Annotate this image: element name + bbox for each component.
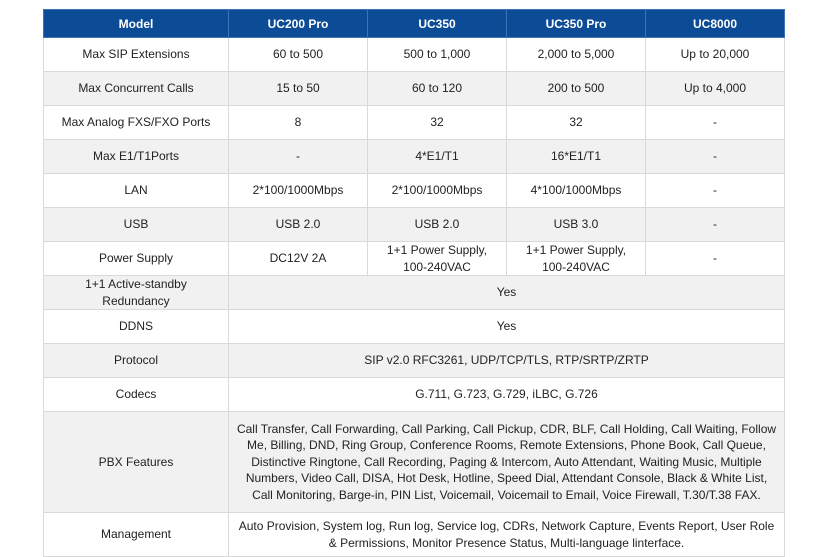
row-label: Protocol: [44, 344, 229, 378]
spanned-cell: Yes: [229, 310, 785, 344]
table-cell: 1+1 Power Supply, 100-240VAC: [507, 242, 646, 276]
table-row: [44, 378, 785, 412]
table-cell: 60 to 120: [368, 72, 507, 106]
table-cell: 4*E1/T1: [368, 140, 507, 174]
header-uc350-pro: UC350 Pro: [507, 10, 646, 38]
table-cell: 2*100/1000Mbps: [229, 174, 368, 208]
table-cell: 1+1 Power Supply, 100-240VAC: [368, 242, 507, 276]
table-row: [44, 242, 785, 276]
table-cell: 32: [368, 106, 507, 140]
table-cell: 200 to 500: [507, 72, 646, 106]
table-row: [44, 276, 785, 310]
row-label: 1+1 Active-standby Redundancy: [44, 276, 229, 310]
table-cell: 60 to 500: [229, 38, 368, 72]
row-label: Max Concurrent Calls: [44, 72, 229, 106]
model-comparison-table: [43, 9, 785, 557]
table-row: [44, 106, 785, 140]
table-cell: 32: [507, 106, 646, 140]
table-row: [44, 38, 785, 72]
table-row: [44, 344, 785, 378]
table-cell: -: [646, 208, 785, 242]
table-cell: Up to 4,000: [646, 72, 785, 106]
table-cell: 15 to 50: [229, 72, 368, 106]
row-label: Codecs: [44, 378, 229, 412]
row-label: DDNS: [44, 310, 229, 344]
row-label: PBX Features: [44, 412, 229, 513]
table-cell: -: [646, 106, 785, 140]
table-cell: -: [229, 140, 368, 174]
row-label: Max Analog FXS/FXO Ports: [44, 106, 229, 140]
comparison-table-container: [43, 9, 784, 557]
header-model: Model: [44, 10, 229, 38]
table-cell: -: [646, 242, 785, 276]
table-cell: Up to 20,000: [646, 38, 785, 72]
table-cell: 4*100/1000Mbps: [507, 174, 646, 208]
header-row: [44, 10, 785, 38]
table-cell: 500 to 1,000: [368, 38, 507, 72]
spanned-cell: Yes: [229, 276, 785, 310]
table-cell: DC12V 2A: [229, 242, 368, 276]
table-cell: -: [646, 174, 785, 208]
spanned-cell: SIP v2.0 RFC3261, UDP/TCP/TLS, RTP/SRTP/ZRTP: [229, 344, 785, 378]
table-cell: USB 2.0: [368, 208, 507, 242]
table-cell: 2*100/1000Mbps: [368, 174, 507, 208]
header-uc350: UC350: [368, 10, 507, 38]
spanned-cell: G.711, G.723, G.729, iLBC, G.726: [229, 378, 785, 412]
table-row: [44, 174, 785, 208]
table-row: [44, 140, 785, 174]
header-uc200-pro: UC200 Pro: [229, 10, 368, 38]
row-label: Power Supply: [44, 242, 229, 276]
row-label: Max E1/T1Ports: [44, 140, 229, 174]
spanned-cell: Auto Provision, System log, Run log, Service log, CDRs, Network Capture, Events Report, User Role & Permissions, Monitor Presence Status, Multi-language linterface.: [229, 513, 785, 557]
row-label: Max SIP Extensions: [44, 38, 229, 72]
table-row: [44, 310, 785, 344]
row-label: USB: [44, 208, 229, 242]
row-label: LAN: [44, 174, 229, 208]
table-row: [44, 412, 785, 513]
row-label: Management: [44, 513, 229, 557]
table-cell: 16*E1/T1: [507, 140, 646, 174]
table-cell: 8: [229, 106, 368, 140]
spanned-cell: Call Transfer, Call Forwarding, Call Parking, Call Pickup, CDR, BLF, Call Holding, Call Waiting, Follow Me, Billing, DND, Ring Group, Conference Rooms, Remote Extensions, Phone Book, Call Queue, Distinctive Ringtone, Call Recording, Paging & Intercom, Auto Attendant, Waiting Music, Multiple Numbers, Video Call, DISA, Hot Desk, Hotline, Speed Dial, Attendant Console, Black & White List, Call Monitoring, Barge-in, PIN List, Voicemail, Voicemail to Email, Voice Firewall, T.30/T.38 FAX.: [229, 412, 785, 513]
table-row: [44, 72, 785, 106]
table-cell: 2,000 to 5,000: [507, 38, 646, 72]
table-cell: USB 2.0: [229, 208, 368, 242]
table-row: [44, 208, 785, 242]
header-uc8000: UC8000: [646, 10, 785, 38]
table-cell: -: [646, 140, 785, 174]
table-cell: USB 3.0: [507, 208, 646, 242]
table-row: [44, 513, 785, 557]
